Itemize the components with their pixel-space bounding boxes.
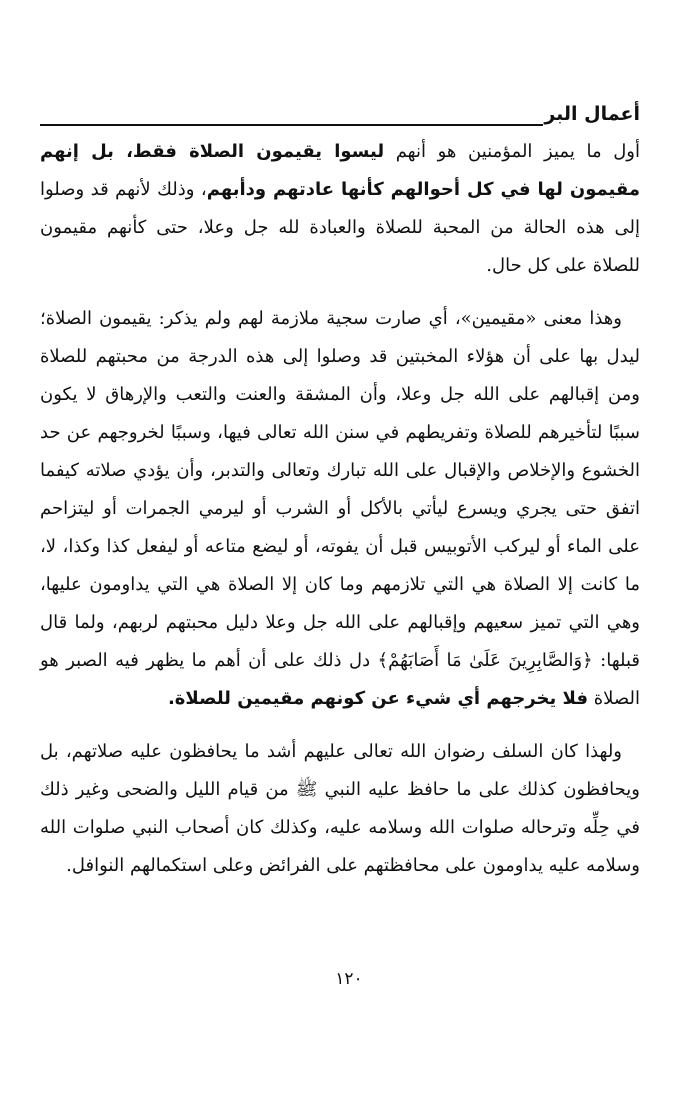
paragraph-2-text: وهذا معنى «مقيمين»، أي صارت سجية ملازمة لهم ولم يذكر: يقيمون الصلاة؛ ليدل بها على أن هؤلاء المخبتين قد وصلوا إلى هذه الدرجة من محبتهم للصلاة ومن إقبالهم على الله جل وعلا، وأن المشقة والعنت والتعب والإرهاق لا يكون سببًا لتأخيرهم للصلاة وتفريطهم في سنن الله تعالى فيها، وسببًا لخروجهم عن حد الخشوع والإخلاص والإقبال على الله تبارك وتعالى والتدبر، وأن يؤدي صلاته كيفما اتفق حتى يجري ويسرع ليأتي بالأكل أو الشرب أو ليرمي الجمرات أو ليتزاحم على الماء أو ليركب الأتوبيس قبل أن يفوته، أو ليضع متاعه أو ليفعل كذا وكذا، لا، ما كانت إلا الصلاة هي التي تلازمهم وما كان إلا الصلاة هي التي يداومون عليها، وهي التي تميز سعيهم وإقبالهم على الله جل وعلا دليل محبتهم لربهم، ولما قال قبلها: ﴿وَالصَّابِرِينَ عَلَىٰ مَا أَصَابَهُمْ﴾ دل ذلك على أن أهم ما يظهر فيه الصبر هو الصلاة: [40, 308, 640, 709]
page-number: ١٢٠: [335, 969, 363, 989]
paragraph-2-bold: فلا يخرجهم أي شيء عن كونهم مقيمين للصلاة.: [167, 688, 588, 709]
paragraph-1-text-a: أول ما يميز المؤمنين هو أنهم: [384, 141, 640, 162]
paragraph-1: [40, 133, 640, 285]
paragraph-1-bold: ليسوا يقيمون الصلاة فقط، بل إنهم مقيمون لها في كل أحوالهم كأنها عادتهم ودأبهم: [40, 141, 640, 200]
paragraph-3-text: ولهذا كان السلف رضوان الله تعالى عليهم أشد ما يحافظون عليه صلاتهم، بل ويحافظون كذلك على ما حافظ عليه النبي ﷺ من قيام الليل والضحى وغير ذلك في حِلِّه وترحاله صلوات الله وسلامه عليه، وكذلك كان أصحاب النبي صلوات الله وسلامه عليه يداومون على محافظتهم على الفرائض وعلى استكمالهم النوافل.: [40, 741, 640, 876]
body-text: [40, 133, 640, 885]
paragraph-3: [40, 733, 640, 885]
running-header-title: أعمال البر: [544, 103, 640, 125]
paragraph-2: [40, 300, 640, 718]
paragraph-1-text-b: ، وذلك لأنهم قد وصلوا إلى هذه الحالة من المحبة للصلاة والعبادة لله جل وعلا، حتى كأنهم مقيمون للصلاة على كل حال.: [40, 179, 640, 276]
header-rule: [40, 124, 543, 126]
